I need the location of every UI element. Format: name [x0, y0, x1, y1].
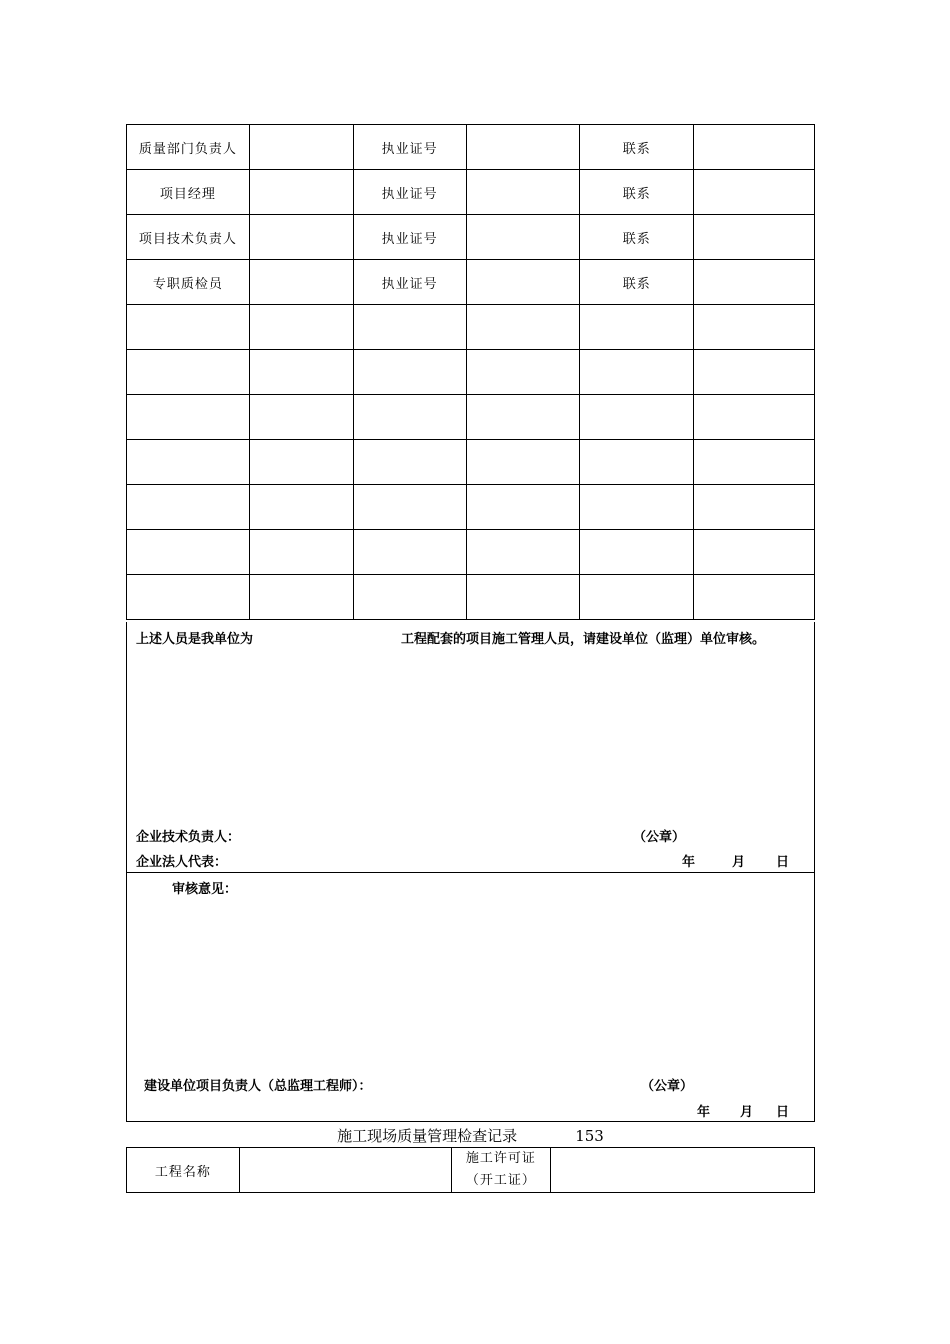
cert-label: 执业证号 [353, 125, 466, 170]
empty-cell[interactable] [249, 530, 353, 575]
cert-label: 执业证号 [353, 170, 466, 215]
contact-value-cell[interactable] [694, 125, 815, 170]
empty-cell[interactable] [127, 395, 250, 440]
empty-cell[interactable] [466, 305, 580, 350]
project-info-table [126, 1147, 815, 1193]
date-day: 日 [776, 855, 790, 870]
empty-cell[interactable] [580, 305, 694, 350]
empty-row [127, 395, 815, 440]
empty-cell[interactable] [353, 350, 466, 395]
empty-cell[interactable] [127, 305, 250, 350]
declaration-text-left: 上述人员是我单位为 [136, 632, 254, 647]
role-label: 项目经理 [127, 170, 250, 215]
staff-row [127, 170, 815, 215]
legal-rep-label: 企业法人代表： [136, 855, 228, 870]
contact-label: 联系 [580, 125, 694, 170]
empty-cell[interactable] [694, 485, 815, 530]
empty-cell[interactable] [580, 575, 694, 620]
empty-cell[interactable] [694, 440, 815, 485]
empty-cell[interactable] [353, 485, 466, 530]
seal-label: （公章） [633, 830, 686, 845]
empty-cell[interactable] [580, 395, 694, 440]
empty-cell[interactable] [353, 395, 466, 440]
empty-cell[interactable] [466, 575, 580, 620]
empty-cell[interactable] [127, 350, 250, 395]
contact-value-cell[interactable] [694, 170, 815, 215]
empty-cell[interactable] [580, 485, 694, 530]
permit-value-cell[interactable] [551, 1148, 815, 1193]
empty-row [127, 575, 815, 620]
empty-cell[interactable] [694, 305, 815, 350]
seal-label: （公章） [641, 1079, 694, 1094]
empty-cell[interactable] [249, 305, 353, 350]
empty-cell[interactable] [580, 350, 694, 395]
tech-head-label: 企业技术负责人： [136, 830, 241, 845]
staff-row [127, 125, 815, 170]
staff-table [126, 124, 815, 620]
review-opinion-label: 审核意见： [172, 882, 238, 897]
date-year: 年 [697, 1105, 711, 1120]
empty-cell[interactable] [353, 575, 466, 620]
empty-row [127, 440, 815, 485]
permit-label-cell [451, 1148, 551, 1193]
empty-cell[interactable] [466, 440, 580, 485]
record-number: 153 [575, 1127, 604, 1145]
empty-cell[interactable] [466, 530, 580, 575]
empty-cell[interactable] [249, 485, 353, 530]
empty-cell[interactable] [127, 485, 250, 530]
empty-cell[interactable] [694, 395, 815, 440]
empty-cell[interactable] [249, 350, 353, 395]
empty-cell[interactable] [127, 440, 250, 485]
empty-cell[interactable] [466, 395, 580, 440]
empty-row [127, 350, 815, 395]
empty-cell[interactable] [694, 530, 815, 575]
date-year: 年 [682, 855, 696, 870]
contact-value-cell[interactable] [694, 215, 815, 260]
date-month: 月 [732, 855, 746, 870]
record-title-text: 施工现场质量管理检查记录 [337, 1127, 518, 1145]
empty-cell[interactable] [466, 350, 580, 395]
contact-value-cell[interactable] [694, 260, 815, 305]
empty-cell[interactable] [127, 530, 250, 575]
record-title [126, 1125, 815, 1146]
cert-label: 执业证号 [353, 260, 466, 305]
staff-row [127, 215, 815, 260]
declaration-text-right: 工程配套的项目施工管理人员，请建设单位（监理）单位审核。 [401, 632, 766, 647]
empty-cell[interactable] [249, 575, 353, 620]
project-name-label: 工程名称 [127, 1148, 240, 1193]
name-cell[interactable] [249, 260, 353, 305]
review-box [126, 872, 815, 1122]
name-cell[interactable] [249, 125, 353, 170]
name-cell[interactable] [249, 215, 353, 260]
empty-cell[interactable] [127, 575, 250, 620]
role-label: 项目技术负责人 [127, 215, 250, 260]
empty-cell[interactable] [580, 440, 694, 485]
empty-cell[interactable] [249, 395, 353, 440]
staff-row [127, 260, 815, 305]
empty-cell[interactable] [249, 440, 353, 485]
permit-label-line2: （开工证） [465, 1173, 536, 1188]
cert-number-cell[interactable] [466, 170, 580, 215]
date-day: 日 [776, 1105, 790, 1120]
permit-label-line1: 施工许可证 [465, 1151, 536, 1166]
empty-cell[interactable] [694, 575, 815, 620]
contact-label: 联系 [580, 260, 694, 305]
declaration-box [126, 622, 815, 873]
owner-head-label: 建设单位项目负责人（总监理工程师）： [144, 1079, 372, 1094]
name-cell[interactable] [249, 170, 353, 215]
empty-row [127, 485, 815, 530]
empty-cell[interactable] [353, 305, 466, 350]
empty-cell[interactable] [466, 485, 580, 530]
date-month: 月 [740, 1105, 754, 1120]
role-label: 专职质检员 [127, 260, 250, 305]
empty-cell[interactable] [694, 350, 815, 395]
empty-cell[interactable] [353, 530, 466, 575]
project-name-value-cell[interactable] [239, 1148, 451, 1193]
cert-number-cell[interactable] [466, 125, 580, 170]
empty-cell[interactable] [580, 530, 694, 575]
empty-row [127, 305, 815, 350]
cert-number-cell[interactable] [466, 260, 580, 305]
role-label: 质量部门负责人 [127, 125, 250, 170]
cert-label: 执业证号 [353, 215, 466, 260]
contact-label: 联系 [580, 215, 694, 260]
cert-number-cell[interactable] [466, 215, 580, 260]
empty-cell[interactable] [353, 440, 466, 485]
empty-row [127, 530, 815, 575]
contact-label: 联系 [580, 170, 694, 215]
